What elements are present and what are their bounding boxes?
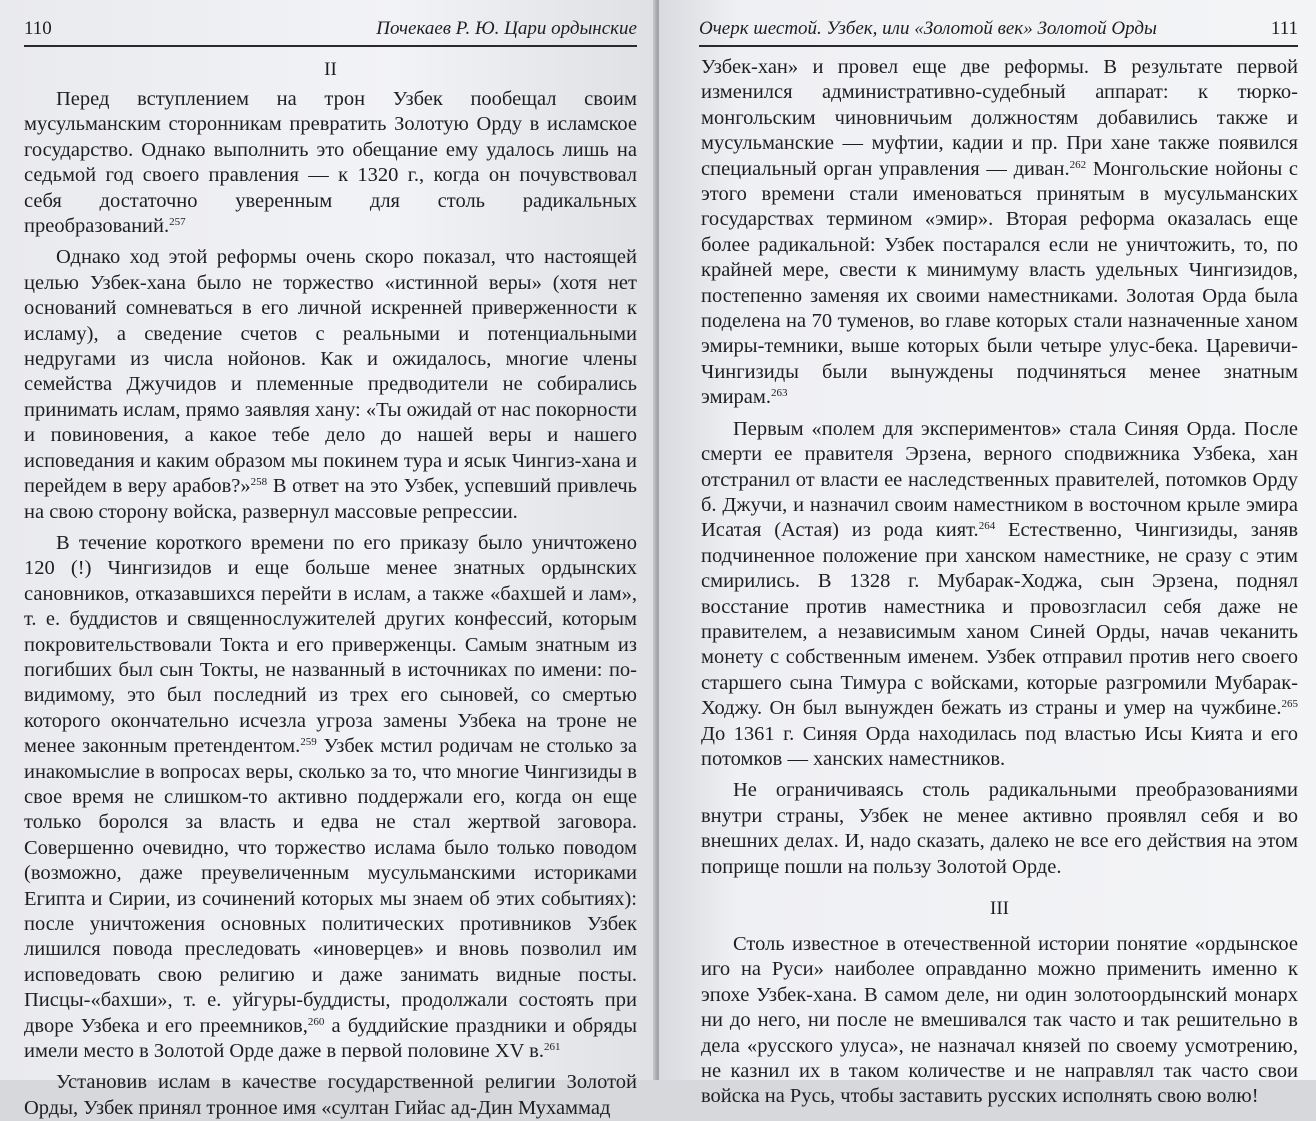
- footnote-ref: 258: [250, 476, 268, 489]
- right-body-text-after: [701, 932, 1298, 1110]
- paragraph: Столь известное в отечественной истории понятие «ордынское иго на Руси» наиболее оправданно можно применить именно к эпохе Узбек-хана. В самом деле, ни один золотоордынский монарх ни до него, ни после не вмешивался так часто и так решительно в дела «русского улуса», не назначал князей по своему усмотрению, не казнил их в таком количестве и не направлял так часто свои войска на Русь, чтобы заставить русских исполнять свою волю!: [701, 933, 1298, 1108]
- left-running-title: Почекаев Р. Ю. Цари ордынские: [376, 18, 637, 39]
- section-heading-iii: III: [990, 898, 1009, 919]
- paragraph: Первым «полем для экспериментов» стала Синяя Орда. После смерти ее правителя Эрзена, верного сподвижника Узбека, хан отстранил от власти ее наследственных правителей, потомков Орду б. Джучи, и назначил своим наместником в восточном крыле эмира Исатая (Астая) из рода кият.$^{264}$ Естественно, Чингизиды, заняв подчиненное положение при ханском наместнике, не сразу с этим смирились. В 1328 г. Мубарак-Ходжа, сын Эрзена, поднял восстание против наместника и провозгласил себя даже не правителем, а независимым ханом Синей Орды, начав чеканить монету с собственным именем. Узбек отправил против него своего старшего сына Тимура с войсками, которые разгромили Мубарак-Ходжу. Он был вынужден бежать из страны и умер на чужбине.$^{265}$ До 1361 г. Синяя Орда находилась под властью Исы Кията и его потомков — ханских наместников.: [701, 417, 1298, 770]
- footnote-ref: 262: [1069, 158, 1087, 171]
- footnote-ref: 264: [978, 520, 996, 533]
- paragraph: Не ограничиваясь столь радикальными преобразованиями внутри страны, Узбек не менее активно проявлял себя и во внешних делах. И, надо сказать, далеко не все его действия на этом поприще пошли на пользу Золотой Орде.: [701, 779, 1298, 878]
- footnote-ref: 259: [300, 736, 317, 749]
- right-page: [659, 0, 1316, 1108]
- right-running-head: [699, 18, 1298, 47]
- right-page-number: 111: [1270, 18, 1298, 39]
- footnote-ref: 261: [543, 1041, 561, 1054]
- footnote-ref: 260: [307, 1015, 325, 1028]
- left-body-text: [24, 87, 637, 1121]
- left-page: [0, 0, 657, 1119]
- paragraph: Установив ислам в качестве государственной религии Золотой Орды, Узбек принял тронное имя «султан Гийас ад-Дин Мухаммад: [24, 1071, 637, 1119]
- section-heading-ii: II: [324, 59, 337, 80]
- footnote-ref: 265: [1281, 698, 1298, 711]
- paragraph: Перед вступлением на трон Узбек пообещал своим мусульманским сторонникам превратить Золотую Орду в исламское государство. Однако выполнить это обещание ему удалось лишь на седьмой год своего правления — к 1320 г., когда он почувствовал себя достаточно уверенным для столь радикальных преобразований.$^{257}$: [24, 88, 637, 238]
- left-running-head: [24, 18, 637, 47]
- right-running-title: Очерк шестой. Узбек, или «Золотой век» Золотой Орды: [699, 18, 1157, 39]
- footnote-ref: 257: [169, 216, 186, 229]
- paragraph: Узбек-хан» и провел еще две реформы. В результате первой изменился административно-судебный аппарат: к тюрко-монгольским чиновничьим должностям добавились также и мусульманские — муфтии, кадии и пр. При хане также появился специальный орган управления — диван.$^{262}$ Монгольские нойоны с этого времени стали именоваться принятым в мусульманских государствах термином «эмир». Вторая реформа оказалась еще более радикальной: Узбек постарался если не уничтожить, то, по крайней мере, свести к минимуму власть удельных Чингизидов, постепенно заменяя их своими наместниками. Золотая Орда была поделена на 70 туменов, во главе которых стали назначенные ханом эмиры-темники, выше которых были четыре улус-бека. Царевичи-Чингизиды были вынуждены подчиняться менее знатным эмирам.$^{263}$: [701, 56, 1299, 409]
- left-page-number: 110: [24, 18, 52, 39]
- paragraph: В течение короткого времени по его приказу было уничтожено 120 (!) Чингизидов и еще больше менее знатных ордынских сановников, отказавшихся перейти в ислам, а также «бахшей и лам», т. е. буддистов и священнослужителей других конфессий, которым покровительствовали Токта и его приверженцы. Самым знатным из погибших был сын Токты, не названный в источниках по имени: по-видимому, это был последний из трех его сыновей, со смертью которого окончательно исчезла угроза замены Узбека на троне не менее законным претендентом.$^{259}$ Узбек мстил родичам не столько за инакомыслие в вопросах веры, сколько за то, что многие Чингизиды в свое время не слишком-то активно поддержали его, когда он еще только боролся за власть и едва не стал жертвой заговора. Совершенно очевидно, что торжество ислама было только поводом (возможно, даже преувеличенным мусульманскими историками Египта и Сирии, из сочинений которых мы знаем об этих событиях): после уничтожения основных политических противников Узбек лишился повода преследовать «иноверцев» и вновь позволил им исповедовать свою религию и даже занимать видные посты. Писцы-«бахши», т. е. уйгуры-буддисты, продолжали состоять при дворе Узбека и его преемников,$^{260}$ а буддийские праздники и обряды имели место в Золотой Орде даже в первой половине XV в.$^{261}$: [24, 531, 637, 1063]
- paragraph: Однако ход этой реформы очень скоро показал, что настоящей целью Узбек-хана было не торжество «истинной веры» (хотя нет оснований сомневаться в его личной искренней приверженности к исламу), а сведение счетов с реальными и потенциальными недругами из числа нойонов. Как и ожидалось, многие члены семейства Джучидов и племенные предводители не собирались принимать ислам, прямо заявляя хану: «Ты ожидай от нас покорности и повиновения, а какое тебе дело до нашей веры и нашего исповедания и каким образом мы покинем тура и ясык Чингиз-хана и перейдем в веру арабов?»$^{258}$ В ответ на это Узбек, успевший привлечь на свою сторону войска, развернул массовые репрессии.: [24, 246, 637, 523]
- right-body-text: [701, 55, 1298, 880]
- footnote-ref: 263: [771, 387, 788, 400]
